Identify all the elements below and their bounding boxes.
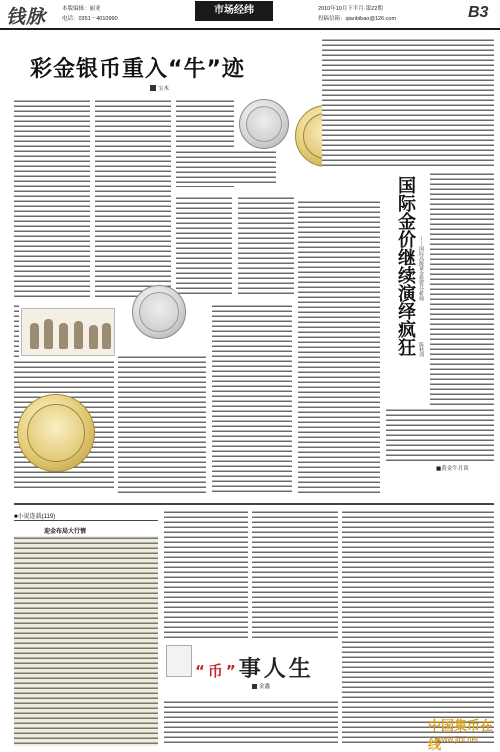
editor-label: 本版编辑：丽亚 [62,6,101,12]
masthead [0,0,500,30]
sidebar-header [14,510,158,521]
classical-painting-image [21,308,115,356]
silver-coin-image [239,99,289,149]
essay-title [195,652,314,683]
sidebar-body [14,536,158,746]
author-marker-icon [252,684,257,689]
lead-body-column-4 [176,196,232,296]
page-number: B3 [468,4,489,21]
essay-title-prefix: “币” [195,662,239,680]
essay-title-main: 事人生 [238,657,314,682]
lead-body-column-8 [212,304,292,494]
newspaper-logo: 钱脉 [6,6,47,28]
painting-coin-image [132,285,186,339]
right-body-bottom [386,408,494,462]
section-divider [14,503,494,505]
lead-body-column-1 [14,99,90,299]
submission-email: 投稿信箱：qianbibao@126.com [318,16,397,22]
lead-body-column-7 [118,355,206,495]
lead-body-column-3b [176,150,276,186]
watermark-url: www.jibi.net [436,735,479,744]
lead-headline: 彩金银币重入“牛”迹 [30,57,245,82]
lead-author: 宝木 [158,86,170,92]
essay-author [252,682,270,690]
essay-author-name: 金鑫 [259,684,271,690]
byline-marker-icon [150,85,156,91]
lead-body-column-10 [238,196,294,296]
essay-body-column-4 [164,700,338,746]
right-headline: 国际金价继续演绎疯狂 [395,176,416,356]
sidebar-column-tag: ■小说连载(119) [14,514,56,520]
essay-body-column-2 [252,510,338,640]
right-deck: ——国际高级黄金投资分析师 [418,236,424,301]
sidebar-title: 迎金布局大行情 [44,528,87,535]
lead-byline [150,84,169,92]
monkey-coin-image [17,394,95,472]
essay-body-column-1 [164,510,248,640]
right-body-top [322,38,494,168]
lead-body-column-2 [95,99,171,299]
interview-tag: ■黄金牛月谈 [436,466,469,472]
watermark-text: 中国集币在线 [428,719,494,752]
issue-date: 2010年10月下半月·第22期 [318,6,383,12]
ink-brush-illustration [166,645,192,677]
lead-body-column-5 [14,304,19,364]
section-title: 市场经纬 [195,1,273,21]
lead-body-column-9 [298,200,380,495]
phone-label: 电话：0351－4010990 [62,16,118,22]
right-author: 陈秋训 [418,342,424,357]
